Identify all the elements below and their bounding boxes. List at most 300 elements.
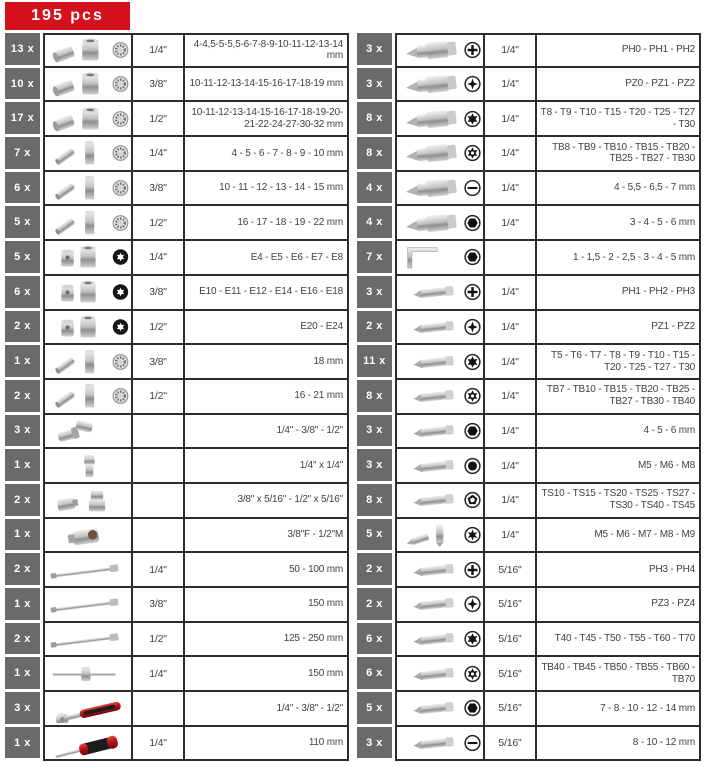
quantity-badge: 4 x — [357, 172, 392, 204]
tool-image-cell — [397, 415, 483, 448]
table-row — [5, 172, 349, 207]
sizes-description-cell: PZ0 - PZ1 - PZ2 — [535, 68, 699, 101]
quantity-badge: 5 x — [5, 206, 40, 238]
sizes-description-cell: T8 - T9 - T10 - T15 - T20 - T25 - T27 - T30 — [535, 102, 699, 135]
t-bar-image — [48, 659, 128, 689]
adapter-image — [48, 520, 128, 550]
table-row — [357, 415, 701, 450]
tool-image-cell — [45, 553, 131, 586]
tool-image-cell — [45, 35, 131, 66]
quantity-badge: 13 x — [5, 33, 40, 65]
right-table-rows — [357, 33, 701, 761]
row-content — [395, 727, 701, 762]
sizes-description-cell: 16 - 17 - 18 - 19 - 22 mm — [183, 206, 347, 239]
socket12-icon — [112, 145, 129, 162]
quantity-badge: 6 x — [357, 623, 392, 655]
drive-size-cell — [131, 484, 183, 517]
drive-size-cell: 1/4" — [483, 415, 535, 448]
etorx-icon — [112, 249, 129, 266]
sizes-description-cell: PH0 - PH1 - PH2 — [535, 35, 699, 66]
row-content — [43, 623, 349, 658]
row-content — [43, 345, 349, 380]
quantity-badge: 1 x — [5, 519, 40, 551]
sizes-description-cell: 4 - 5 - 6 - 7 - 8 - 9 - 10 mm — [183, 137, 347, 170]
row-content — [395, 449, 701, 484]
quantity-badge: 1 x — [5, 345, 40, 377]
table-row — [357, 172, 701, 207]
tool-image-cell — [45, 102, 131, 135]
sizes-description-cell: T40 - T45 - T50 - T55 - T60 - T70 — [535, 623, 699, 656]
sizes-description-cell: 7 - 8 - 10 - 12 - 14 mm — [535, 692, 699, 725]
torx-tamper-icon — [464, 388, 481, 405]
table-row — [357, 206, 701, 241]
etorx-icon — [112, 284, 129, 301]
row-content — [395, 588, 701, 623]
quantity-badge: 8 x — [357, 102, 392, 134]
sizes-description-cell: 1/4" - 3/8" - 1/2" — [183, 692, 347, 725]
sizes-description-cell: 10 - 11 - 12 - 13 - 14 - 15 mm — [183, 172, 347, 205]
sizes-description-cell: 10-11-12-13-14-15-16-17-18-19 mm — [183, 68, 347, 101]
drive-size-cell: 1/4" — [483, 380, 535, 413]
tool-image-cell — [397, 623, 483, 656]
quantity-badge: 6 x — [5, 172, 40, 204]
drive-size-cell: 1/4" — [131, 137, 183, 170]
drive-size-cell: 1/4" — [483, 137, 535, 170]
table-row — [5, 415, 349, 450]
quantity-badge: 17 x — [5, 102, 40, 134]
table-row — [5, 137, 349, 172]
sizes-description-cell: 110 mm — [183, 727, 347, 760]
quantity-badge: 1 x — [5, 657, 40, 689]
quantity-badge: 3 x — [357, 33, 392, 65]
xzn-icon — [464, 526, 481, 543]
drive-size-cell: 1/4" — [131, 241, 183, 274]
quantity-badge: 6 x — [357, 657, 392, 689]
table-row — [357, 102, 701, 137]
adapter-small-image — [48, 451, 128, 481]
drive-size-cell: 1/4" — [483, 484, 535, 517]
torx-tamper-icon — [464, 665, 481, 682]
drive-size-cell: 5/16" — [483, 623, 535, 656]
table-row — [5, 68, 349, 103]
row-content — [43, 380, 349, 415]
drive-size-cell: 1/4" — [483, 345, 535, 378]
parts-count-header — [5, 2, 130, 30]
extension-image — [48, 555, 128, 585]
table-row — [5, 102, 349, 137]
tool-image-cell — [45, 345, 131, 378]
drive-size-cell: 1/2" — [131, 623, 183, 656]
socket12-icon — [112, 42, 129, 59]
quantity-badge: 6 x — [5, 276, 40, 308]
tool-image-cell — [45, 519, 131, 552]
pentalobe-icon — [464, 492, 481, 509]
table-row — [357, 692, 701, 727]
hex-icon — [464, 422, 481, 439]
tool-image-cell — [397, 519, 483, 552]
tool-image-cell — [45, 68, 131, 101]
sizes-description-cell: 18 mm — [183, 345, 347, 378]
extension-image — [48, 624, 128, 654]
tool-image-cell — [45, 588, 131, 621]
table-row — [357, 588, 701, 623]
table-row — [5, 276, 349, 311]
torx-icon — [464, 631, 481, 648]
drive-size-cell: 1/2" — [131, 311, 183, 344]
drive-size-cell: 1/2" — [131, 206, 183, 239]
quantity-badge: 3 x — [357, 449, 392, 481]
row-content — [43, 484, 349, 519]
slotted-icon — [464, 735, 481, 752]
ratchet-image — [48, 693, 128, 723]
row-content — [395, 692, 701, 727]
table-row — [5, 519, 349, 554]
sizes-description-cell: 150 mm — [183, 657, 347, 690]
parts-count-label: 195 pcs — [31, 7, 104, 24]
spline-icon — [464, 457, 481, 474]
table-row — [5, 345, 349, 380]
quantity-badge: 2 x — [357, 588, 392, 620]
table-row — [357, 380, 701, 415]
pozidriv-icon — [464, 596, 481, 613]
row-content — [43, 692, 349, 727]
tool-image-cell — [45, 657, 131, 690]
quantity-badge: 3 x — [5, 415, 40, 447]
tool-image-cell — [397, 311, 483, 344]
tool-image-cell — [397, 657, 483, 690]
drive-size-cell — [483, 241, 535, 274]
tool-image-cell — [45, 137, 131, 170]
quantity-badge: 11 x — [357, 345, 392, 377]
tool-image-cell — [45, 380, 131, 413]
row-content — [395, 276, 701, 311]
tool-image-cell — [45, 415, 131, 448]
sizes-description-cell: 4-4,5-5-5,5-6-7-8-9-10-11-12-13-14 mm — [183, 35, 347, 66]
sizes-description-cell: TB7 - TB10 - TB15 - TB20 - TB25 - TB27 - TB30 - TB40 — [535, 380, 699, 413]
tool-image-cell — [397, 68, 483, 101]
drive-size-cell: 5/16" — [483, 692, 535, 725]
row-content — [43, 102, 349, 137]
tool-image-cell — [397, 449, 483, 482]
quantity-badge: 2 x — [357, 311, 392, 343]
sizes-description-cell: TB40 - TB45 - TB50 - TB55 - TB60 - TB70 — [535, 657, 699, 690]
row-content — [395, 33, 701, 68]
quantity-badge: 3 x — [357, 727, 392, 759]
table-row — [5, 380, 349, 415]
table-row — [5, 33, 349, 68]
torx-icon — [464, 353, 481, 370]
row-content — [395, 553, 701, 588]
tool-image-cell — [397, 276, 483, 309]
row-content — [395, 68, 701, 103]
tool-image-cell — [45, 276, 131, 309]
adapter-pair-image — [48, 485, 128, 515]
pozidriv-icon — [464, 318, 481, 335]
tool-image-cell — [397, 172, 483, 205]
table-row — [5, 311, 349, 346]
sizes-description-cell: M5 - M6 - M8 — [535, 449, 699, 482]
drive-size-cell — [131, 415, 183, 448]
drive-size-cell: 1/4" — [483, 172, 535, 205]
table-row — [5, 449, 349, 484]
drive-size-cell: 3/8" — [131, 588, 183, 621]
tool-image-cell — [397, 588, 483, 621]
tool-image-cell — [397, 206, 483, 239]
quantity-badge: 3 x — [357, 276, 392, 308]
table-row — [5, 241, 349, 276]
row-content — [395, 415, 701, 450]
quantity-badge: 2 x — [5, 311, 40, 343]
torx-tamper-icon — [464, 145, 481, 162]
drive-size-cell: 1/4" — [131, 35, 183, 66]
tool-image-cell — [45, 241, 131, 274]
sizes-description-cell: T5 - T6 - T7 - T8 - T9 - T10 - T15 - T20 - T25 - T27 - T30 — [535, 345, 699, 378]
sizes-description-cell: 4 - 5,5 - 6,5 - 7 mm — [535, 172, 699, 205]
sizes-description-cell: 4 - 5 - 6 mm — [535, 415, 699, 448]
sizes-description-cell: 8 - 10 - 12 mm — [535, 727, 699, 760]
row-content — [43, 727, 349, 762]
drive-size-cell: 5/16" — [483, 727, 535, 760]
table-row — [357, 519, 701, 554]
tool-image-cell — [397, 35, 483, 66]
drive-size-cell: 1/4" — [483, 206, 535, 239]
drive-size-cell: 1/4" — [483, 276, 535, 309]
quantity-badge: 1 x — [5, 588, 40, 620]
quantity-badge: 10 x — [5, 68, 40, 100]
row-content — [395, 137, 701, 172]
tool-image-cell — [45, 172, 131, 205]
sizes-description-cell: 3 - 4 - 5 - 6 mm — [535, 206, 699, 239]
quantity-badge: 5 x — [5, 241, 40, 273]
row-content — [395, 206, 701, 241]
row-content — [43, 449, 349, 484]
sizes-description-cell: TS10 - TS15 - TS20 - TS25 - TS27 - TS30 - TS40 - TS45 — [535, 484, 699, 517]
table-row — [357, 33, 701, 68]
table-row — [357, 345, 701, 380]
row-content — [43, 519, 349, 554]
sizes-description-cell: 150 mm — [183, 588, 347, 621]
sizes-description-cell: 3/8"F - 1/2"M — [183, 519, 347, 552]
sizes-description-cell: TB8 - TB9 - TB10 - TB15 - TB20 - TB25 - TB27 - TB30 — [535, 137, 699, 170]
socket12-icon — [112, 180, 129, 197]
drive-size-cell: 1/4" — [131, 727, 183, 760]
drive-size-cell: 1/4" — [483, 311, 535, 344]
left-parts-table — [5, 2, 349, 761]
hex-icon — [464, 214, 481, 231]
row-content — [43, 553, 349, 588]
drive-size-cell: 1/2" — [131, 102, 183, 135]
drive-size-cell: 5/16" — [483, 657, 535, 690]
drive-size-cell: 1/2" — [131, 380, 183, 413]
sizes-description-cell: 50 - 100 mm — [183, 553, 347, 586]
quantity-badge: 2 x — [5, 380, 40, 412]
sizes-description-cell: 125 - 250 mm — [183, 623, 347, 656]
drive-size-cell — [131, 692, 183, 725]
row-content — [395, 380, 701, 415]
extension-image — [48, 589, 128, 619]
table-row — [357, 657, 701, 692]
sizes-description-cell: PH3 - PH4 — [535, 553, 699, 586]
row-content — [43, 33, 349, 68]
tool-image-cell — [45, 484, 131, 517]
drive-size-cell: 5/16" — [483, 588, 535, 621]
sizes-description-cell: E10 - E11 - E12 - E14 - E16 - E18 — [183, 276, 347, 309]
tool-image-cell — [397, 484, 483, 517]
table-row — [5, 623, 349, 658]
table-row — [5, 692, 349, 727]
row-content — [43, 172, 349, 207]
row-content — [43, 137, 349, 172]
table-row — [357, 241, 701, 276]
phillips-icon — [464, 561, 481, 578]
row-content — [395, 172, 701, 207]
phillips-icon — [464, 284, 481, 301]
pozidriv-icon — [464, 76, 481, 93]
quantity-badge: 7 x — [5, 137, 40, 169]
table-row — [357, 68, 701, 103]
quantity-badge: 3 x — [357, 415, 392, 447]
table-row — [357, 311, 701, 346]
drive-size-cell: 1/4" — [483, 519, 535, 552]
quantity-badge: 4 x — [357, 206, 392, 238]
table-row — [357, 553, 701, 588]
row-content — [43, 311, 349, 346]
drive-size-cell: 1/4" — [483, 35, 535, 66]
table-row — [357, 276, 701, 311]
row-content — [43, 276, 349, 311]
tool-image-cell — [397, 692, 483, 725]
tool-image-cell — [397, 241, 483, 274]
drive-size-cell: 1/4" — [131, 657, 183, 690]
row-content — [395, 623, 701, 658]
table-row — [5, 206, 349, 241]
table-row — [357, 484, 701, 519]
tool-image-cell — [397, 553, 483, 586]
tool-image-cell — [397, 137, 483, 170]
slotted-icon — [464, 180, 481, 197]
table-row — [5, 484, 349, 519]
sizes-description-cell: 10-11-12-13-14-15-16-17-18-19-20-21-22-24-27-30-32 mm — [183, 102, 347, 135]
row-content — [395, 657, 701, 692]
drive-size-cell: 3/8" — [131, 276, 183, 309]
quantity-badge: 2 x — [5, 553, 40, 585]
sizes-description-cell: 1/4" x 1/4" — [183, 449, 347, 482]
quantity-badge: 8 x — [357, 380, 392, 412]
hex-icon — [464, 249, 481, 266]
table-row — [5, 553, 349, 588]
table-row — [357, 137, 701, 172]
sizes-description-cell: 1 - 1,5 - 2 - 2,5 - 3 - 4 - 5 mm — [535, 241, 699, 274]
socket12-icon — [112, 110, 129, 127]
tool-image-cell — [397, 345, 483, 378]
drive-size-cell: 1/4" — [483, 102, 535, 135]
sizes-description-cell: 3/8" x 5/16" - 1/2" x 5/16" — [183, 484, 347, 517]
etorx-icon — [112, 318, 129, 335]
row-content — [395, 241, 701, 276]
quantity-badge: 2 x — [5, 484, 40, 516]
universal-joint-image — [48, 416, 128, 446]
hex-icon — [464, 700, 481, 717]
sizes-description-cell: 1/4" - 3/8" - 1/2" — [183, 415, 347, 448]
sizes-description-cell: E4 - E5 - E6 - E7 - E8 — [183, 241, 347, 274]
tool-image-cell — [397, 102, 483, 135]
drive-size-cell — [131, 449, 183, 482]
row-content — [395, 311, 701, 346]
row-content — [43, 657, 349, 692]
table-row — [357, 449, 701, 484]
left-table-rows — [5, 33, 349, 761]
table-row — [5, 727, 349, 762]
row-content — [43, 415, 349, 450]
quantity-badge: 2 x — [357, 553, 392, 585]
quantity-badge: 8 x — [357, 484, 392, 516]
sizes-description-cell: M5 - M6 - M7 - M8 - M9 — [535, 519, 699, 552]
drive-size-cell — [131, 519, 183, 552]
table-row — [357, 623, 701, 658]
tool-image-cell — [45, 449, 131, 482]
socket12-icon — [112, 76, 129, 93]
quantity-badge: 5 x — [357, 692, 392, 724]
quantity-badge: 8 x — [357, 137, 392, 169]
quantity-badge: 7 x — [357, 241, 392, 273]
phillips-icon — [464, 42, 481, 59]
table-row — [5, 588, 349, 623]
tool-image-cell — [45, 727, 131, 760]
quantity-badge: 5 x — [357, 519, 392, 551]
drive-size-cell: 3/8" — [131, 172, 183, 205]
socket12-icon — [112, 353, 129, 370]
tool-image-cell — [397, 727, 483, 760]
tool-image-cell — [397, 380, 483, 413]
tool-image-cell — [45, 623, 131, 656]
sizes-description-cell: PH1 - PH2 - PH3 — [535, 276, 699, 309]
quantity-badge: 1 x — [5, 727, 40, 759]
row-content — [395, 345, 701, 380]
socket12-icon — [112, 214, 129, 231]
sizes-description-cell: PZ1 - PZ2 — [535, 311, 699, 344]
quantity-badge: 1 x — [5, 449, 40, 481]
screwdriver-image — [48, 728, 128, 758]
row-content — [43, 588, 349, 623]
tool-image-cell — [45, 311, 131, 344]
quantity-badge: 3 x — [357, 68, 392, 100]
row-content — [43, 206, 349, 241]
torx-icon — [464, 110, 481, 127]
drive-size-cell: 1/4" — [131, 553, 183, 586]
sizes-description-cell: E20 - E24 — [183, 311, 347, 344]
quantity-badge: 3 x — [5, 692, 40, 724]
row-content — [43, 68, 349, 103]
drive-size-cell: 1/4" — [483, 449, 535, 482]
socket12-icon — [112, 388, 129, 405]
row-content — [395, 519, 701, 554]
right-parts-table — [357, 33, 701, 761]
row-content — [395, 102, 701, 137]
drive-size-cell: 3/8" — [131, 68, 183, 101]
tool-image-cell — [45, 692, 131, 725]
drive-size-cell: 5/16" — [483, 553, 535, 586]
quantity-badge: 2 x — [5, 623, 40, 655]
sizes-description-cell: 16 - 21 mm — [183, 380, 347, 413]
table-row — [5, 657, 349, 692]
table-row — [357, 727, 701, 762]
tool-image-cell — [45, 206, 131, 239]
row-content — [43, 241, 349, 276]
drive-size-cell: 1/4" — [483, 68, 535, 101]
row-content — [395, 484, 701, 519]
drive-size-cell: 3/8" — [131, 345, 183, 378]
sizes-description-cell: PZ3 - PZ4 — [535, 588, 699, 621]
